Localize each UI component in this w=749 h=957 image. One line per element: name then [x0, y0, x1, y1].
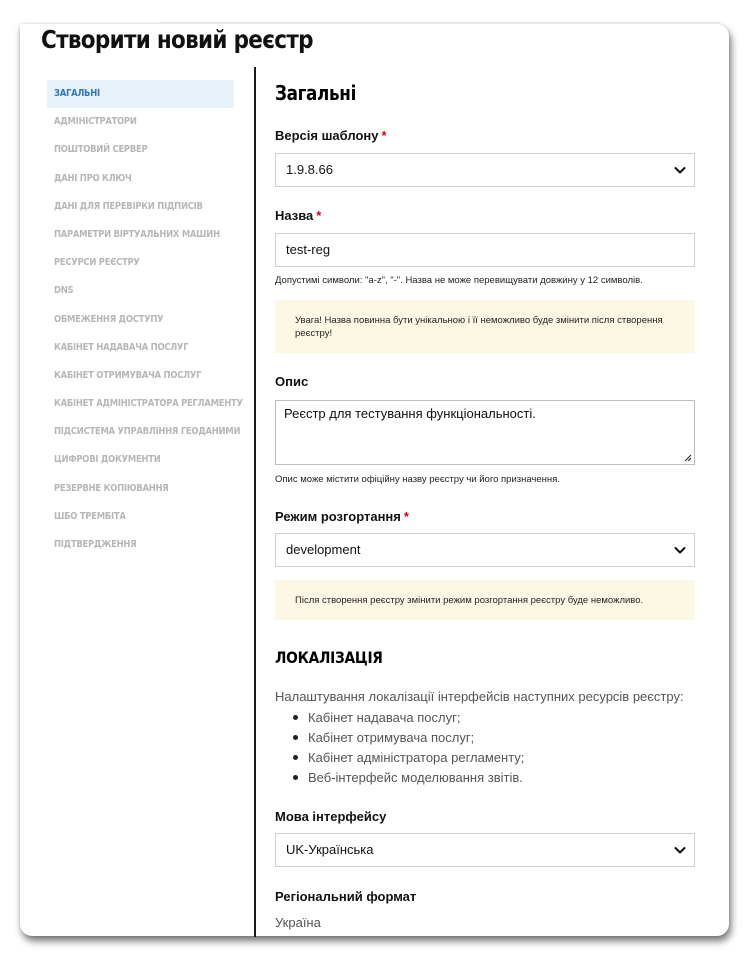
section-heading-general: Загальні [275, 81, 356, 105]
template-version-select[interactable]: 1.9.8.66 [275, 153, 695, 187]
description-textarea[interactable]: Реєстр для тестування функціональності. [275, 400, 695, 465]
sidebar-item-admin-portal[interactable]: КАБІНЕТ АДМІНІСТРАТОРА РЕГЛАМЕНТУ [54, 398, 243, 410]
description-hint: Опис може містити офіційну назву реєстру чи його призначення. [275, 474, 560, 485]
chevron-down-icon [673, 163, 687, 177]
name-hint: Допустимі символи: "a-z", "-". Назва не може перевищувати довжину у 12 символів. [275, 275, 643, 286]
list-item: Кабінет надавача послуг; [308, 708, 524, 728]
deploy-mode-label: Режим розгортання * [275, 509, 409, 524]
sidebar-nav [47, 80, 243, 559]
regional-format-value: Україна [275, 915, 321, 930]
sidebar-item-vm-params[interactable]: ПАРАМЕТРИ ВІРТУАЛЬНИХ МАШИН [54, 228, 220, 240]
vertical-divider [254, 67, 256, 937]
name-input[interactable]: test-reg [275, 233, 695, 267]
sidebar-item-dns[interactable]: DNS [54, 285, 74, 297]
resize-grip-icon[interactable] [682, 452, 692, 462]
deploy-mode-select[interactable]: development [275, 533, 695, 567]
language-select[interactable]: UK-Українська [275, 833, 695, 867]
list-item: Кабінет адміністратора регламенту; [308, 748, 524, 768]
sidebar-item-general[interactable]: ЗАГАЛЬНІ [47, 80, 234, 108]
language-label: Мова інтерфейсу [275, 809, 387, 824]
section-heading-localization: ЛОКАЛІЗАЦІЯ [275, 648, 383, 667]
chevron-down-icon [673, 543, 687, 557]
sidebar-item-backup[interactable]: РЕЗЕРВНЕ КОПІЮВАННЯ [54, 482, 169, 494]
description-label: Опис [275, 374, 309, 389]
localization-resources-list [275, 708, 524, 788]
list-item: Веб-інтерфейс моделювання звітів. [308, 768, 524, 788]
sidebar-item-officer-portal[interactable]: КАБІНЕТ НАДАВАЧА ПОСЛУГ [54, 341, 189, 353]
sidebar-item-access-restrictions[interactable]: ОБМЕЖЕННЯ ДОСТУПУ [54, 313, 164, 325]
page-title: Створити новий реєстр [41, 25, 313, 54]
sidebar-item-key-data[interactable]: ДАНІ ПРО КЛЮЧ [54, 172, 132, 184]
sidebar-item-digital-documents[interactable]: ЦИФРОВІ ДОКУМЕНТИ [54, 454, 161, 466]
sidebar-item-signature-data[interactable]: ДАНІ ДЛЯ ПЕРЕВІРКИ ПІДПИСІВ [54, 200, 203, 212]
deploy-mode-notice: Після створення реєстру змінити режим розгортання реєстру буде неможливо. [275, 580, 695, 620]
name-label: Назва * [275, 208, 322, 223]
localization-intro: Налаштування локалізації інтерфейсів наступних ресурсів реєстру: [275, 689, 684, 704]
sidebar-item-administrators[interactable]: АДМІНІСТРАТОРИ [54, 116, 137, 128]
sidebar-item-trembita[interactable]: ШБО ТРЕМБІТА [54, 510, 126, 522]
sidebar-item-geodata[interactable]: ПІДСИСТЕМА УПРАВЛІННЯ ГЕОДАНИМИ [54, 426, 241, 438]
chevron-down-icon [673, 843, 687, 857]
template-version-label: Версія шаблону * [275, 128, 387, 143]
sidebar-item-confirmation[interactable]: ПІДТВЕРДЖЕННЯ [54, 539, 137, 550]
regional-format-label: Регіональний формат [275, 889, 417, 904]
list-item: Кабінет отримувача послуг; [308, 728, 524, 748]
sidebar-item-citizen-portal[interactable]: КАБІНЕТ ОТРИМУВАЧА ПОСЛУГ [54, 369, 202, 381]
sidebar-item-registry-resources[interactable]: РЕСУРСИ РЕЄСТРУ [54, 257, 140, 269]
sidebar-item-mail-server[interactable]: ПОШТОВИЙ СЕРВЕР [54, 144, 148, 156]
name-warning-notice: Увага! Назва повинна бути унікальною і її неможливо буде змінити після створення реєстру! [275, 300, 695, 353]
